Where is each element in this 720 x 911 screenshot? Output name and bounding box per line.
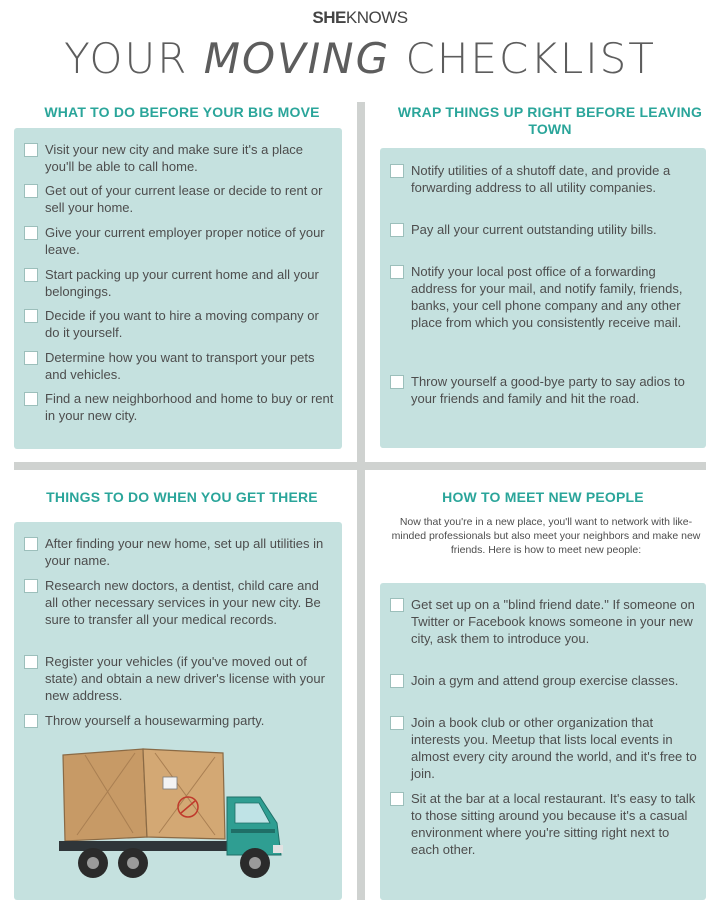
checklist-item[interactable]: Research new doctors, a dentist, child care and all other necessary services in your new city. Be sure to transfer all your medical records. (24, 577, 334, 628)
section-title-before: WHAT TO DO BEFORE YOUR BIG MOVE (44, 104, 320, 120)
checklist-item[interactable]: Register your vehicles (if you've moved out of state) and obtain a new driver's license with your new address. (24, 653, 334, 704)
checkbox[interactable] (24, 351, 38, 365)
panel-before (14, 128, 342, 449)
page-title: YOUR MOVING CHECKLIST (64, 34, 656, 83)
checklist-item[interactable]: Find a new neighborhood and home to buy or rent in your new city. (24, 390, 334, 424)
panel-wrap (380, 148, 706, 448)
section-title-meet: HOW TO MEET NEW PEOPLE (442, 489, 644, 505)
checklist-item[interactable]: Visit your new city and make sure it's a place you'll be able to call home. (24, 141, 334, 175)
checkbox[interactable] (24, 714, 38, 728)
checklist-item[interactable]: Give your current employer proper notice of your leave. (24, 224, 334, 258)
vertical-divider (357, 102, 365, 900)
checkbox[interactable] (390, 674, 404, 688)
checkbox[interactable] (24, 655, 38, 669)
checklist-item[interactable]: Get out of your current lease or decide to rent or sell your home. (24, 182, 334, 216)
checklist-item[interactable]: Join a book club or other organization that interests you. Meetup that lists local events in almost every city around the world, and it's free to join. (390, 714, 698, 782)
checkbox[interactable] (390, 792, 404, 806)
checklist-item[interactable]: Throw yourself a housewarming party. (24, 712, 334, 729)
checkbox[interactable] (390, 598, 404, 612)
horizontal-divider (14, 462, 706, 470)
panel-meet (380, 583, 706, 900)
checkbox[interactable] (24, 268, 38, 282)
checklist-item[interactable]: Pay all your current outstanding utility bills. (390, 221, 698, 238)
checkbox[interactable] (390, 164, 404, 178)
checkbox[interactable] (24, 184, 38, 198)
checklist-item[interactable]: After finding your new home, set up all utilities in your name. (24, 535, 334, 569)
checkbox[interactable] (24, 579, 38, 593)
checkbox[interactable] (24, 537, 38, 551)
checkbox[interactable] (390, 375, 404, 389)
checklist-item[interactable]: Start packing up your current home and all your belongings. (24, 266, 334, 300)
checklist-item[interactable]: Join a gym and attend group exercise classes. (390, 672, 698, 689)
checklist-item[interactable]: Throw yourself a good-bye party to say adios to your friends and family and hit the road. (390, 373, 698, 407)
section-title-there: THINGS TO DO WHEN YOU GET THERE (46, 489, 318, 505)
checkbox[interactable] (390, 716, 404, 730)
checklist-item[interactable]: Decide if you want to hire a moving company or do it yourself. (24, 307, 334, 341)
checklist-item[interactable]: Notify your local post office of a forwarding address for your mail, and notify family, friends, banks, your cell phone company and any other place from which you consistently receive mail. (390, 263, 698, 331)
checkbox[interactable] (24, 392, 38, 406)
moving-truck-icon (55, 745, 300, 890)
checkbox[interactable] (390, 223, 404, 237)
checklist-item[interactable]: Get set up on a "blind friend date." If someone on Twitter or Facebook knows someone in your new city, ask them to introduce you. (390, 596, 698, 647)
checkbox[interactable] (24, 226, 38, 240)
checkbox[interactable] (24, 309, 38, 323)
checklist-item[interactable]: Determine how you want to transport your pets and vehicles. (24, 349, 334, 383)
checkbox[interactable] (390, 265, 404, 279)
brand-logo: SHEKNOWS (312, 8, 408, 27)
section-title-wrap: WRAP THINGS UP RIGHT BEFORE LEAVING TOWN (397, 104, 703, 137)
checklist-item[interactable]: Notify utilities of a shutoff date, and provide a forwarding address to all utility companies. (390, 162, 698, 196)
checklist-item[interactable]: Sit at the bar at a local restaurant. It's easy to talk to those sitting around you because it's a casual environment where you're sitting right next to each other. (390, 790, 698, 858)
checkbox[interactable] (24, 143, 38, 157)
meet-intro-text: Now that you're in a new place, you'll want to network with like-minded professionals but also meet your neighbors and make new friends. Here is how to meet new people: (391, 516, 701, 556)
